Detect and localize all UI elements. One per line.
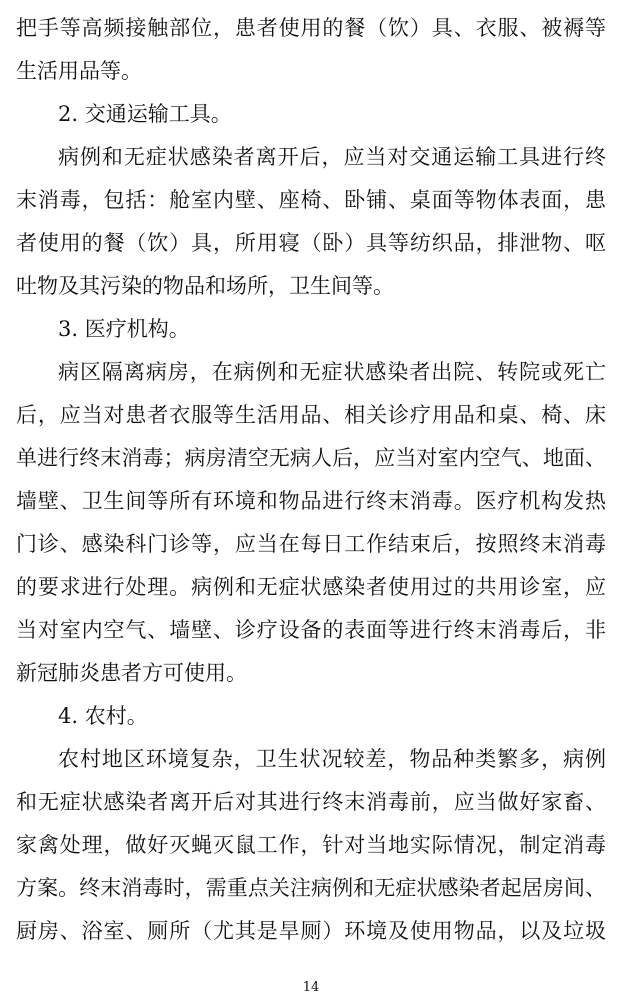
text-line: 吐物及其污染的物品和场所，卫生间等。 [16, 274, 394, 298]
text-line: 当对室内空气、墙壁、诊疗设备的表面等进行终末消毒后，非 [16, 618, 606, 642]
text-line: 把手等高频接触部位，患者使用的餐（饮）具、衣服、被褥等 [16, 16, 606, 40]
text-line: 的要求进行处理。病例和无症状感染者使用过的共用诊室，应 [16, 575, 606, 599]
text-line: 门诊、感染科门诊等，应当在每日工作结束后，按照终末消毒 [16, 532, 606, 556]
text-line: 病区隔离病房，在病例和无症状感染者出院、转院或死亡 [58, 360, 606, 384]
text-line: 单进行终末消毒；病房清空无病人后，应当对室内空气、地面、 [16, 446, 606, 470]
text-line: 病例和无症状感染者离开后，应当对交通运输工具进行终 [58, 145, 606, 169]
text-line: 和无症状感染者离开后对其进行终末消毒前，应当做好家畜、 [16, 790, 606, 814]
text-line: 方案。终末消毒时，需重点关注病例和无症状感染者起居房间、 [16, 876, 606, 900]
text-line: 新冠肺炎患者方可使用。 [16, 661, 247, 685]
text-line: 末消毒，包括：舱室内壁、座椅、卧铺、桌面等物体表面，患 [16, 188, 606, 212]
text-line: 墙壁、卫生间等所有环境和物品进行终末消毒。医疗机构发热 [16, 489, 606, 513]
page-number: 14 [302, 980, 320, 995]
text-line: 农村地区环境复杂，卫生状况较差，物品种类繁多，病例 [58, 747, 606, 771]
section-heading: 3. 医疗机构。 [58, 317, 190, 341]
text-line: 厨房、浴室、厕所（尤其是旱厕）环境及使用物品，以及垃圾 [16, 919, 606, 943]
text-line: 后，应当对患者衣服等生活用品、相关诊疗用品和桌、椅、床 [16, 403, 606, 427]
text-line: 者使用的餐（饮）具，所用寝（卧）具等纺织品，排泄物、呕 [16, 231, 606, 255]
text-line: 家禽处理，做好灭蝇灭鼠工作，针对当地实际情况，制定消毒 [16, 833, 606, 857]
section-heading: 4. 农村。 [58, 704, 148, 728]
section-heading: 2. 交通运输工具。 [58, 102, 232, 126]
text-line: 生活用品等。 [16, 59, 142, 83]
